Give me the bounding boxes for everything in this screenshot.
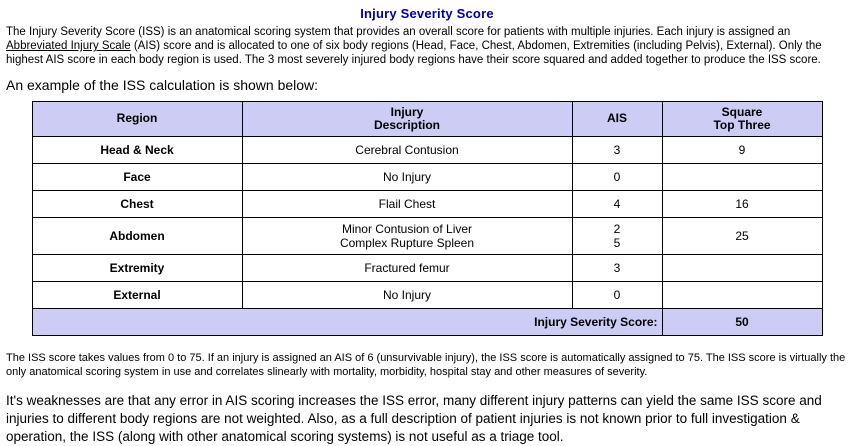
cell-description-line2: Complex Rupture Spleen [339,236,475,251]
cell-description: Flail Chest [242,191,572,218]
abbreviated-injury-scale-link[interactable]: Abbreviated Injury Scale [6,40,131,53]
intro-lead-text: The Injury Severity Score (ISS) is an anatomical scoring system that provides an overall score for patients with multiple injuries. Each injury is assigned an [6,26,791,38]
cell-region: Abdomen [32,218,242,255]
cell-description [242,218,572,255]
table-total-row [32,309,822,336]
cell-square [662,255,822,282]
cell-square [662,164,822,191]
cell-region: External [32,282,242,309]
column-header-square-line2: Top Three [713,118,771,133]
cell-region: Chest [32,191,242,218]
table-head [32,102,822,137]
cell-square: 16 [662,191,822,218]
cell-ais: 0 [572,282,662,309]
table-row [32,191,822,218]
column-header-description-line1: Injury [390,104,424,119]
cell-region: Extremity [32,255,242,282]
cell-square [662,282,822,309]
cell-ais: 4 [572,191,662,218]
column-header-region: Region [32,102,242,137]
column-header-square-line1: Square [721,104,763,119]
cell-description: Fractured femur [242,255,572,282]
table-row [32,282,822,309]
column-header-square [662,102,822,137]
cell-description: No Injury [242,282,572,309]
iss-calculation-table [32,101,823,336]
table-row [32,164,822,191]
cell-region: Head & Neck [32,137,242,164]
table-row [32,218,822,255]
intro-paragraph [6,25,848,67]
cell-square: 25 [662,218,822,255]
after-table-paragraph: The ISS score takes values from 0 to 75. If an injury is assigned an AIS of 6 (unsurvivable injury), the ISS score is automatically assigned to 75. The ISS score is virtually the only anatomical scoring system in use and correlates slinearly with mortality, morbidity, hospital stay and other measures of severity. [6,352,846,378]
total-label: Injury Severity Score: [32,309,662,336]
column-header-description [242,102,572,137]
total-value: 50 [662,309,822,336]
page-title: Injury Severity Score [360,6,494,21]
cell-square: 9 [662,137,822,164]
cell-ais [572,218,662,255]
column-header-ais: AIS [572,102,662,137]
intro-rest-text: (AIS) score and is allocated to one of six body regions (Head, Face, Chest, Abdomen, Extremities (including Pelvis), External). Only the highest AIS score in each body region is used. The 3 most severely injured body regions have their score squared and added together to produce the ISS score. [6,40,822,67]
cell-ais-line2: 5 [613,236,621,251]
cell-ais: 3 [572,137,662,164]
cell-ais: 0 [572,164,662,191]
table-row [32,137,822,164]
closing-paragraph: It's weaknesses are that any error in AIS scoring increases the ISS error, many different injury patterns can yield the same ISS score and injuries to different body regions are not weighted. Also, as a full description of patient injuries is not known prior to full investigation & operation, the ISS (along with other anatomical scoring systems) is not useful as a triage tool. [6,392,822,444]
table-header-row [32,102,822,137]
cell-description-line1: Minor Contusion of Liver [341,221,473,236]
cell-ais: 3 [572,255,662,282]
table-row [32,255,822,282]
table-body [32,137,822,336]
example-intro-line: An example of the ISS calculation is shown below: [6,77,319,94]
cell-ais-line1: 2 [613,221,621,236]
cell-region: Face [32,164,242,191]
cell-description: No Injury [242,164,572,191]
column-header-description-line2: Description [373,118,440,133]
cell-description: Cerebral Contusion [242,137,572,164]
